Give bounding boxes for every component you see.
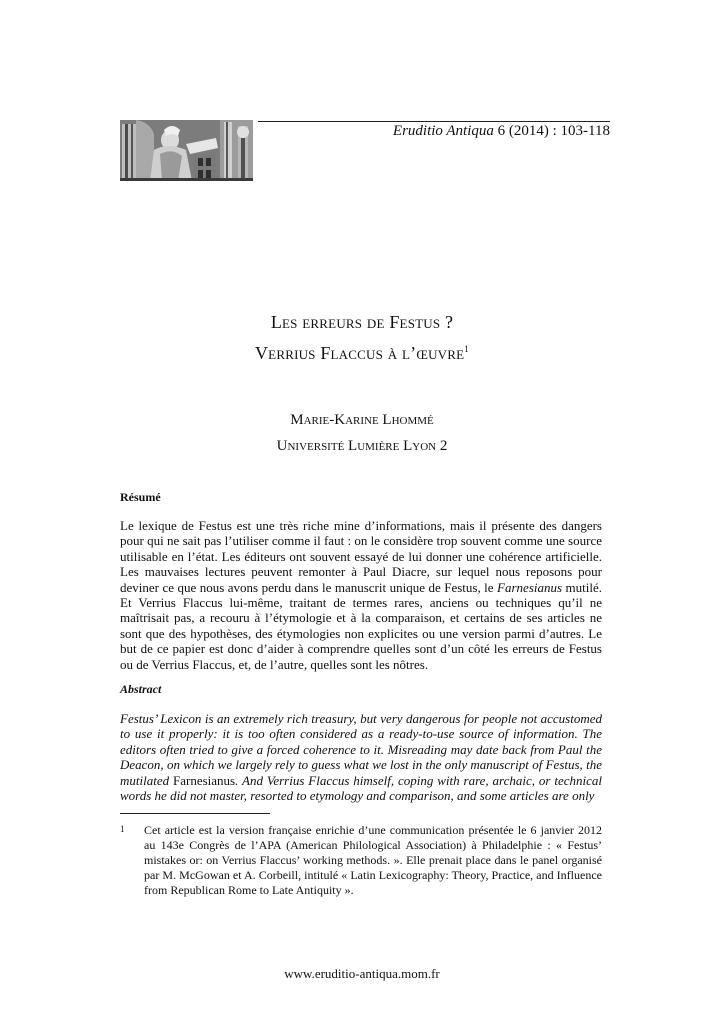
footer-url-link[interactable]: www.eruditio-antiqua.mom.fr xyxy=(284,966,440,981)
article-title-line2: Verrius Flaccus à l’œuvre$^1$ xyxy=(254,343,469,363)
footnote-text: Cet article est la version française enrichie d’une communication présentée le 6 janvier 2012 au 143e Congrès de l’APA (American Philological Association) à Philadelphie : « Festus’ mistakes or: on Verrius Flaccus’ working methods. ». Elle prenait place dans le panel organisé par M. McGowan et A. Corbeill, intitulé « Latin Lexicography: Theory, Practice, and Influence from Republican Rome to Late Antiquity ». xyxy=(144,823,602,897)
journal-name: Eruditio Antiqua xyxy=(392,123,494,139)
resume-paragraph: Le lexique de Festus est une très riche mine d’informations, mais il présente des dangers pour qui ne sait pas l’utiliser comme il faut : on le considère trop souvent comme une source utilisable en l’état. Les éditeurs ont souvent essayé de lui donner une cohérence artificielle. Les mauvaises lectures peuvent remonter à Paul Diacre, sur lequel nous reposons pour deviner ce que nous avons perdu dans le manuscrit unique de Festus, le Farnesianus mutilé. Et Verrius Flaccus lui-même, traitant de termes rares, anciens ou techniques qu’il ne maîtrisait pas, a recouru à l’étymologie et à la comparaison, et certains de ses articles ne sont que des hypothèses, des étymologies non explicites ou une version parmi d’autres. Le but de ce papier est donc d’aider à comprendre quelles sont d’un côté les erreurs de Festus ou de Verrius Flaccus, et, de l’autre, quelles sont les nôtres. xyxy=(120,518,602,672)
journal-issue: 6 (2014) : 103-118 xyxy=(497,123,610,139)
journal-citation xyxy=(393,122,610,140)
abstract-upright-word: Farnesianus xyxy=(173,772,236,788)
footnote-separator xyxy=(120,813,270,814)
author-affiliation: Université Lumière Lyon 2 xyxy=(276,438,448,454)
footnote xyxy=(120,823,602,898)
footnote-number: 1 xyxy=(120,824,125,834)
resume-heading: Résumé xyxy=(120,490,161,504)
resume-italic-word: Farnesianus xyxy=(497,579,563,595)
medieval-scribe-sculpture-icon xyxy=(120,120,253,181)
author-name: Marie-Karine Lhommé xyxy=(290,412,434,428)
title-footnote-marker[interactable]: 1 xyxy=(464,344,469,354)
abstract-heading: Abstract xyxy=(120,682,162,696)
article-title-line1: Les erreurs de Festus ? xyxy=(270,312,454,332)
abstract-paragraph: Festus’ Lexicon is an extremely rich treasury, but very dangerous for people not accustomed to use it properly: it is too often considered as a ready-to-use source of information. The editors often tried to give a forced coherence to it. Misreading may date back from Paul the Deacon, on which we largely rely to guess what we lost in the only manuscript of Festus, the mutilated Farnesianus. And Verrius Flaccus himself, coping with rare, archaic, or technical words he did not master, resorted to etymology and comparison, and some articles are only xyxy=(120,711,602,803)
